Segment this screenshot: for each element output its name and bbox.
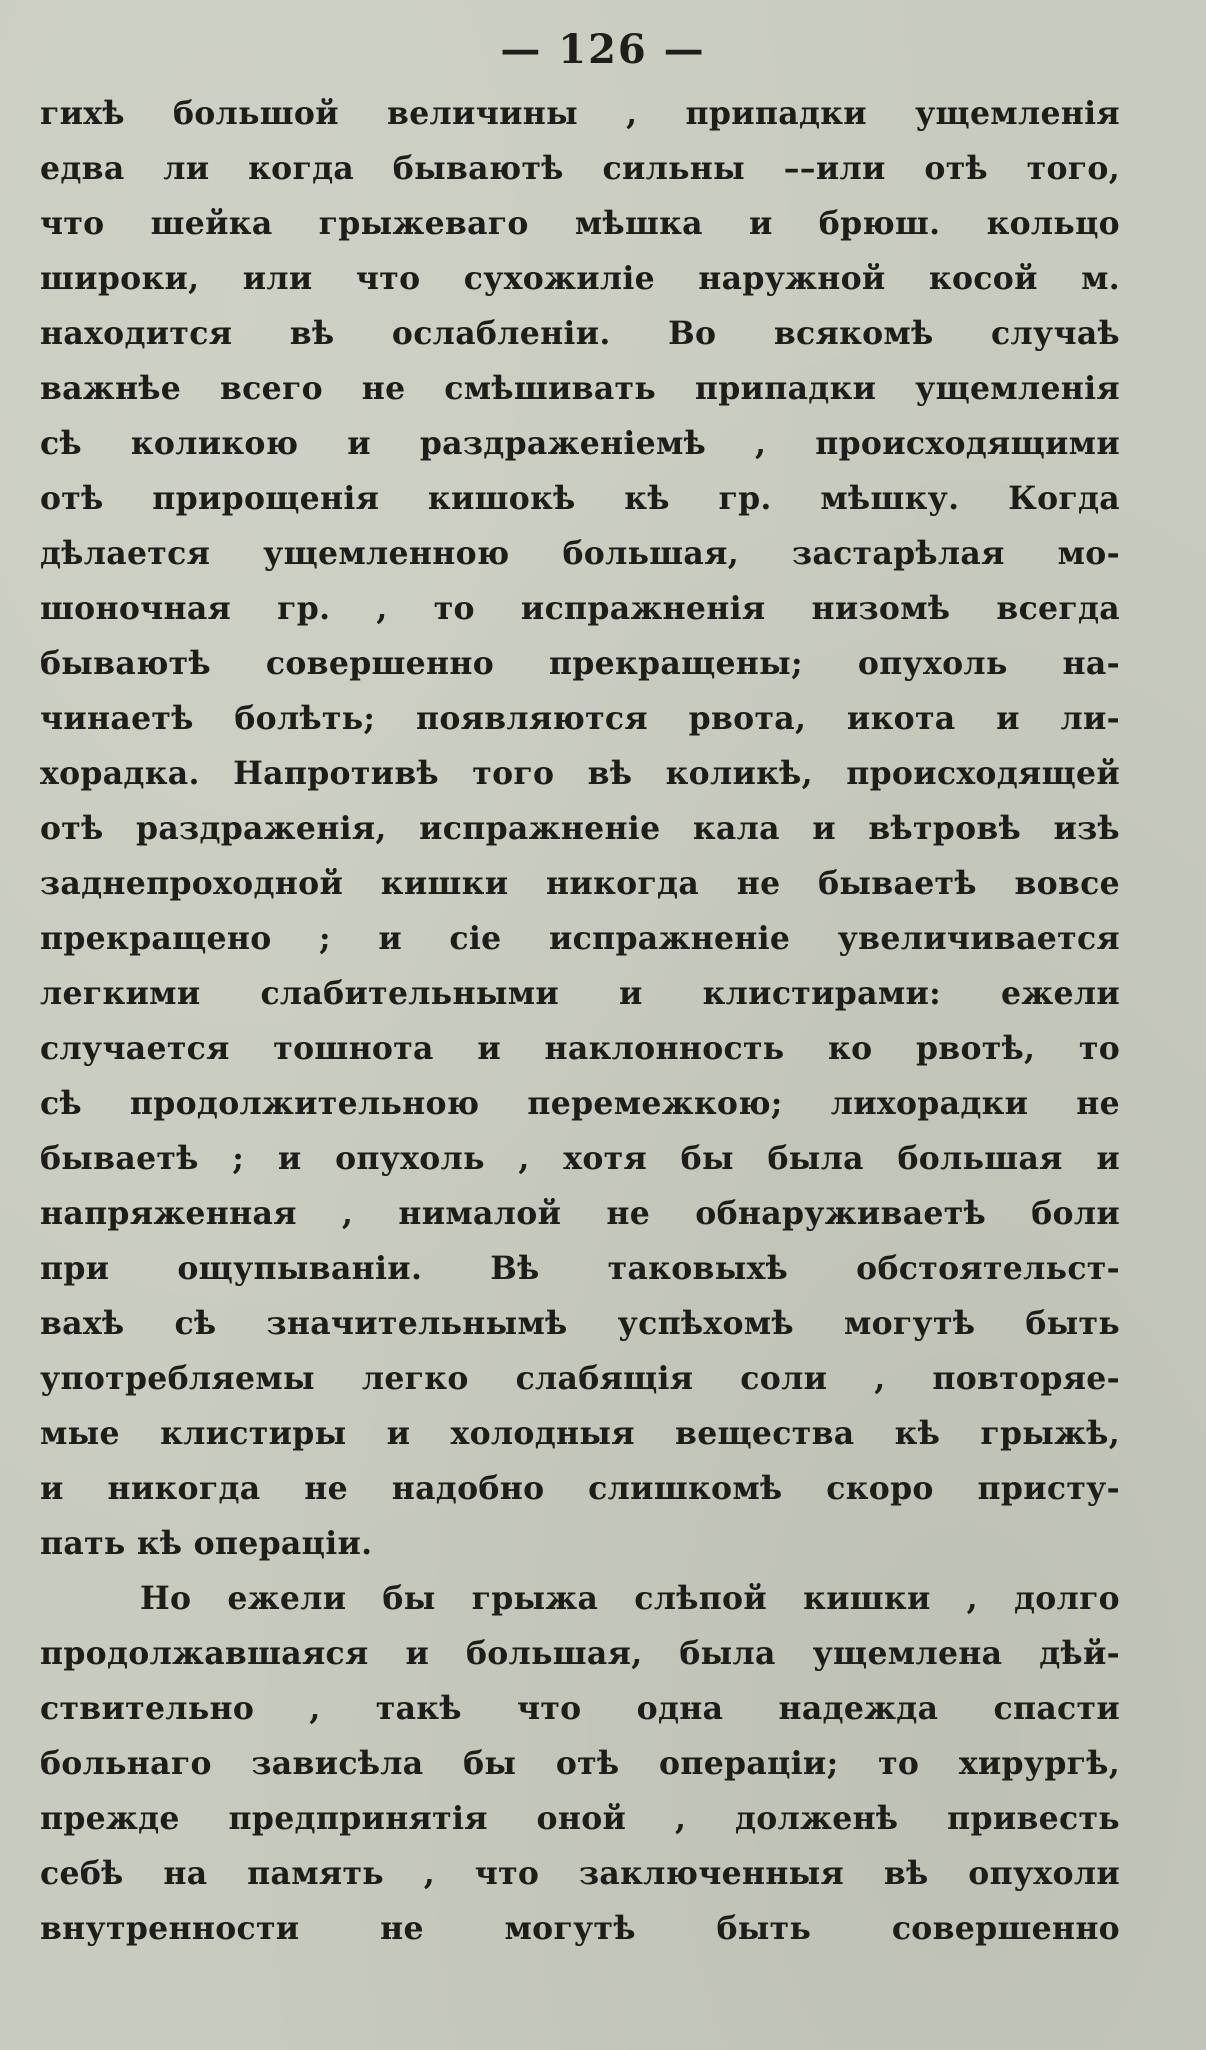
text-line: отѣ прирощенія кишокѣ кѣ гр. мѣшку. Когда	[40, 480, 1120, 517]
text-line: отѣ раздраженія, испражненіе кала и вѣтровѣ изѣ	[40, 810, 1120, 847]
page-number: — 126 —	[500, 26, 706, 73]
text-line: сѣ коликою и раздраженіемѣ , происходящими	[40, 425, 1120, 462]
text-line: что шейка грыжеваго мѣшка и брюш. кольцо	[40, 205, 1120, 242]
text-line: ствительно , такѣ что одна надежда спасти	[40, 1690, 1120, 1727]
text-line: бываетѣ ; и опухоль , хотя бы была большая и	[40, 1140, 1120, 1177]
body-text	[40, 86, 1120, 1956]
text-line: шоночная гр. , то испражненія низомѣ всегда	[40, 590, 1120, 627]
text-line: находится вѣ ослабленіи. Во всякомѣ случаѣ	[40, 315, 1120, 352]
text-line: едва ли когда бываютѣ сильны ––или отѣ того,	[40, 150, 1120, 187]
text-line: внутренности не могутѣ быть совершенно	[40, 1910, 1120, 1947]
text-line: широки, или что сухожиліе наружной косой м.	[40, 260, 1120, 297]
text-line: прекращено ; и сіе испражненіе увеличивается	[40, 920, 1120, 957]
text-line: при ощупываніи. Вѣ таковыхѣ обстоятельст-	[40, 1250, 1120, 1287]
text-line: пать кѣ операціи.	[40, 1525, 373, 1562]
text-line: вахѣ сѣ значительнымѣ успѣхомѣ могутѣ быть	[40, 1305, 1120, 1342]
text-line: Но ежели бы грыжа слѣпой кишки , долго	[140, 1580, 1120, 1617]
text-line: больнаго зависѣла бы отѣ операціи; то хирургѣ,	[40, 1745, 1120, 1782]
text-line: заднепроходной кишки никогда не бываетѣ вовсе	[40, 865, 1120, 902]
text-line: хорадка. Напротивѣ того вѣ коликѣ, происходящей	[40, 755, 1120, 792]
text-line: легкими слабительными и клистирами: ежели	[40, 975, 1120, 1012]
text-line: важнѣе всего не смѣшивать припадки ущемленія	[40, 370, 1120, 407]
text-line: мые клистиры и холодныя вещества кѣ грыжѣ,	[40, 1415, 1120, 1452]
text-line: напряженная , нималой не обнаруживаетѣ боли	[40, 1195, 1120, 1232]
text-line: чинаетѣ болѣть; появляются рвота, икота и ли-	[40, 700, 1120, 737]
text-line: продолжавшаяся и большая, была ущемлена дѣй-	[40, 1635, 1120, 1672]
text-line: бываютѣ совершенно прекращены; опухоль на-	[40, 645, 1120, 682]
text-line: дѣлается ущемленною большая, застарѣлая мо-	[40, 535, 1120, 572]
text-line: прежде предпринятія оной , долженѣ привесть	[40, 1800, 1120, 1837]
text-line: и никогда не надобно слишкомѣ скоро присту-	[40, 1470, 1120, 1507]
text-line: себѣ на память , что заключенныя вѣ опухоли	[40, 1855, 1120, 1892]
text-line: гихѣ большой величины , припадки ущемленія	[40, 95, 1120, 132]
text-line: употребляемы легко слабящія соли , повторяе-	[40, 1360, 1120, 1397]
text-line: случается тошнота и наклонность ко рвотѣ, то	[40, 1030, 1120, 1067]
text-line: сѣ продолжительною перемежкою; лихорадки не	[40, 1085, 1120, 1122]
